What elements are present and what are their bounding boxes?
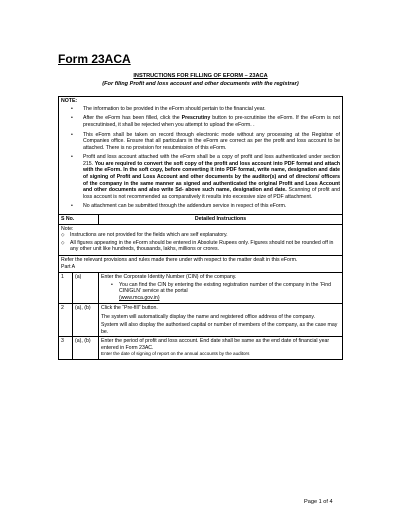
form-title: Form 23ACA [58,52,131,66]
mca-portal-link[interactable]: (www.mca.gov.in) [119,294,160,301]
row-field: (a) [73,272,99,303]
row-text: System will also display the authorised capital or number of members of the company, as the case may be. [101,322,338,335]
table-row [59,272,343,303]
table-row [59,337,343,360]
row-instruction [99,304,343,337]
row-field: (a), (b) [73,304,99,337]
row-text: Click the “Pre-fill” button. [101,305,158,312]
note2-label: Note: [61,225,74,232]
row-field: (a), (b) [73,337,99,360]
row-number: 1 [59,272,73,303]
part-label: Part A [61,264,76,271]
document-heading [58,72,343,88]
note-item: • Profit and loss account attached with the eForm shall be a copy of profit and loss authenticated under section 215. You are required to convert the soft copy of the profit and loss account into PDF format and attach with the eForm. In the soft copy, before converting it into PDF format, write name, designation and date of signing of Profit and Loss Account and other documents by the auditor(s) and of directors/ officers of the company in the same manner as signed and authenticated the original Profit and Loss Account and other documents and also write Sd- above such name, designation and date. Scanning of profit and loss account is not recommended as comparatively it results into excessive size of PDF attachment. [83,154,340,200]
row-text: The system will automatically display the name and registered office address of the company. [101,313,316,320]
heading-subtitle: (For filing Profit and loss account and other documents with the registrar) [102,81,299,87]
notes-cell [59,97,343,215]
note-label: NOTE: [61,98,78,104]
table-header-row [59,215,343,225]
refer-text: Refer the relevant provisions and rules made there under with respect to the matter dealt in this eForm. [61,256,298,263]
notes-list [61,106,340,210]
header-detailed-instructions: Detailed Instructions [99,215,343,225]
table-row [59,304,343,337]
note-item: • After the eForm has been filled, click the Prescrutiny button to pre-scrutinise the eForm. If the eForm is not prescrutinised, it shall be rejected when you attempt to upload the eForm. . [83,115,340,128]
page-number: Page 1 of 4 [304,499,333,505]
general-note-cell [59,224,343,255]
row-bullet [119,282,340,302]
note2-item: ◇ All figures appearing in the eForm should be entered in Absolute Rupees only. Figures should not be rounded off in any other unit like hundreds, thousands, lakhs, millions or crores. [70,240,340,253]
refer-cell [59,255,343,272]
instructions-table [58,96,343,360]
general-note-row [59,224,343,255]
notes-row [59,97,343,215]
row-instruction [99,272,343,303]
row-bullets [101,282,340,302]
note-item: • No attachment can be submitted through the addendum service in respect of this eForm. [83,203,340,210]
row-text: Enter the Corporate Identity Number (CIN) of the company. [101,273,237,280]
row-text: Enter the period of profit and loss account. End date shall be same as the end date of financial year entered in Form 23AC. [101,338,330,351]
row-text: Enter the date of signing of report on the annual accounts by the auditors [101,351,250,357]
refer-row [59,255,343,272]
row-number: 3 [59,337,73,360]
note-item: • This eForm shall be taken on record through electronic mode without any processing at the Registrar of Companies office. Ensure that all particulars in the eForm are correct as per the profit and loss account to be attached. There is no provision for resubmission of this eForm. [83,132,340,152]
heading-title: INSTRUCTIONS FOR FILLING OF EFORM – 23ACA [133,73,268,79]
row-number: 2 [59,304,73,337]
note2-list [61,232,340,253]
note-item: • The information to be provided in the eForm should pertain to the financial year. [83,106,340,113]
row-instruction [99,337,343,360]
header-sno: S No. [59,215,99,225]
note2-item: ◇ Instructions are not provided for the fields which are self explanatory. [70,232,340,239]
bullet-text: You can find the CIN by entering the existing registration number of the company in the ‘Find CIN/GLN’ service at the portal [119,281,332,295]
